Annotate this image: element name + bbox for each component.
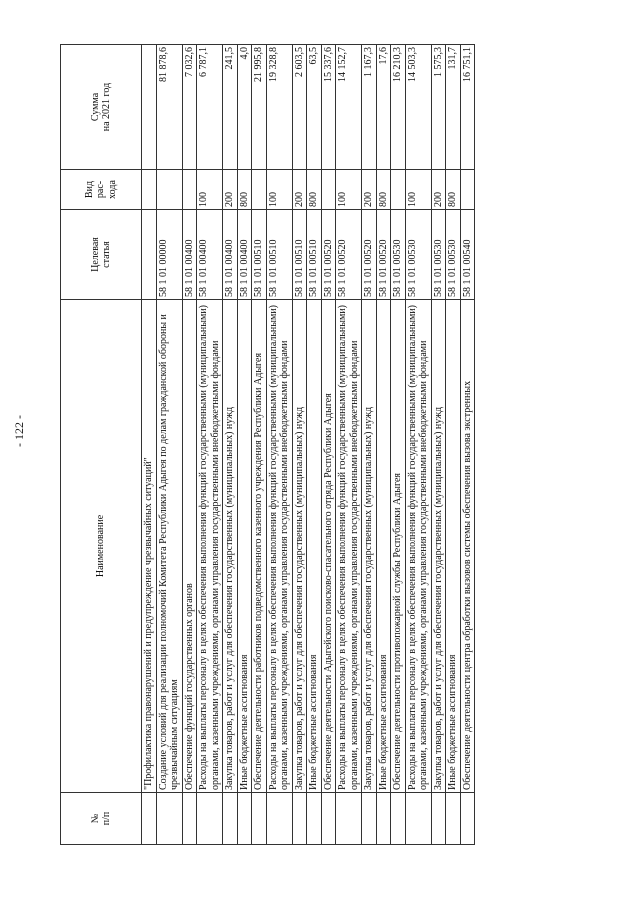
cell-name: Иные бюджетные ассигнования — [376, 300, 391, 793]
cell-num — [446, 793, 461, 845]
table-row — [237, 45, 252, 845]
cell-sum: 15 337,6 — [321, 45, 336, 170]
cell-sum: 16 210,3 — [391, 45, 406, 170]
cell-num — [223, 793, 238, 845]
cell-vid: 800 — [307, 170, 322, 210]
table-row — [182, 45, 197, 845]
cell-vid: 800 — [237, 170, 252, 210]
cell-name: Иные бюджетные ассигнования — [446, 300, 461, 793]
cell-num — [156, 793, 182, 845]
cell-sum: 14 503,3 — [405, 45, 431, 170]
cell-code: 58 1 01 00520 — [336, 210, 362, 300]
cell-sum: 241,5 — [223, 45, 238, 170]
cell-vid — [156, 170, 182, 210]
cell-num — [376, 793, 391, 845]
cell-code: 58 1 01 00510 — [266, 210, 292, 300]
table-row — [405, 45, 431, 845]
header-row — [61, 45, 142, 845]
header-code: Целевая статья — [61, 210, 142, 300]
cell-sum: 21 995,8 — [252, 45, 267, 170]
cell-code: 58 1 01 00530 — [405, 210, 431, 300]
cell-code: 58 1 01 00400 — [223, 210, 238, 300]
cell-name: Закупка товаров, работ и услуг для обеспечения государственных (муниципальных) нужд — [292, 300, 307, 793]
cell-vid — [252, 170, 267, 210]
cell-vid: 200 — [431, 170, 446, 210]
cell-name: Закупка товаров, работ и услуг для обеспечения государственных (муниципальных) нужд — [431, 300, 446, 793]
cell-code: 58 1 01 00530 — [446, 210, 461, 300]
cell-num — [237, 793, 252, 845]
cell-name: "Профилактика правонарушений и предупреждение чрезвычайных ситуаций" — [142, 300, 157, 793]
rotated-table-container — [60, 45, 580, 845]
cell-sum: 2 603,5 — [292, 45, 307, 170]
cell-vid: 200 — [223, 170, 238, 210]
cell-code: 58 1 01 00520 — [321, 210, 336, 300]
cell-code: 58 1 01 00510 — [292, 210, 307, 300]
cell-name: Иные бюджетные ассигнования — [307, 300, 322, 793]
cell-code: 58 1 01 00400 — [197, 210, 223, 300]
cell-num — [142, 793, 157, 845]
cell-sum: 7 032,6 — [182, 45, 197, 170]
cell-name: Обеспечение функций государственных органов — [182, 300, 197, 793]
table-row — [376, 45, 391, 845]
cell-code: 58 1 01 00400 — [237, 210, 252, 300]
cell-num — [307, 793, 322, 845]
cell-sum: 63,5 — [307, 45, 322, 170]
cell-vid: 100 — [336, 170, 362, 210]
cell-sum: 81 878,6 — [156, 45, 182, 170]
cell-vid: 800 — [446, 170, 461, 210]
cell-sum — [142, 45, 157, 170]
cell-sum: 131,7 — [446, 45, 461, 170]
cell-sum: 6 787,1 — [197, 45, 223, 170]
cell-vid: 200 — [292, 170, 307, 210]
cell-num — [182, 793, 197, 845]
table-row — [460, 45, 475, 845]
table-row — [142, 45, 157, 845]
cell-code: 58 1 01 00520 — [376, 210, 391, 300]
cell-sum: 14 152,7 — [336, 45, 362, 170]
cell-name: Обеспечение деятельности Адыгейского поисково-спасательного отряда Республики Адыгея — [321, 300, 336, 793]
table-row — [223, 45, 238, 845]
cell-sum: 1 575,3 — [431, 45, 446, 170]
cell-vid: 200 — [362, 170, 377, 210]
header-name: Наименование — [61, 300, 142, 793]
cell-num — [321, 793, 336, 845]
cell-vid: 100 — [266, 170, 292, 210]
cell-vid — [321, 170, 336, 210]
table-row — [391, 45, 406, 845]
cell-code: 58 1 01 00510 — [252, 210, 267, 300]
cell-code — [142, 210, 157, 300]
table-row — [292, 45, 307, 845]
cell-name: Обеспечение деятельности центра обработки вызовов системы обеспечения вызова экстренных — [460, 300, 475, 793]
cell-name: Расходы на выплаты персоналу в целях обеспечения выполнения функций государственными (муниципальными) органами, казенными учреждениями, органами управления государственными внебюджетными фондами — [266, 300, 292, 793]
cell-code: 58 1 01 00000 — [156, 210, 182, 300]
cell-name: Расходы на выплаты персоналу в целях обеспечения выполнения функций государственными (муниципальными) органами, казенными учреждениями, органами управления государственными внебюджетными фондами — [336, 300, 362, 793]
cell-num — [431, 793, 446, 845]
cell-code: 58 1 01 00530 — [431, 210, 446, 300]
table-row — [362, 45, 377, 845]
table-row — [321, 45, 336, 845]
table-row — [431, 45, 446, 845]
cell-num — [266, 793, 292, 845]
budget-table — [60, 44, 475, 845]
cell-vid — [391, 170, 406, 210]
table-row — [336, 45, 362, 845]
table-row — [446, 45, 461, 845]
table-body — [142, 45, 475, 845]
cell-vid: 100 — [197, 170, 223, 210]
header-vid: Вид рас- хода — [61, 170, 142, 210]
table-row — [252, 45, 267, 845]
cell-num — [292, 793, 307, 845]
cell-name: Создание условий для реализации полномочий Комитета Республики Адыгея по делам гражданской обороны и чрезвычайным ситуациям — [156, 300, 182, 793]
cell-vid — [182, 170, 197, 210]
cell-code: 58 1 01 00530 — [391, 210, 406, 300]
cell-vid: 100 — [405, 170, 431, 210]
cell-sum: 19 328,8 — [266, 45, 292, 170]
cell-code: 58 1 01 00520 — [362, 210, 377, 300]
cell-name: Обеспечение деятельности противопожарной службы Республики Адыгея — [391, 300, 406, 793]
table-row — [266, 45, 292, 845]
cell-name: Расходы на выплаты персоналу в целях обеспечения выполнения функций государственными (муниципальными) органами, казенными учреждениями, органами управления государственными внебюджетными фондами — [197, 300, 223, 793]
cell-name: Закупка товаров, работ и услуг для обеспечения государственных (муниципальных) нужд — [362, 300, 377, 793]
cell-num — [405, 793, 431, 845]
page-number: - 122 - — [12, 415, 26, 447]
cell-vid — [142, 170, 157, 210]
table-row — [197, 45, 223, 845]
table-row — [307, 45, 322, 845]
header-num: № п/п — [61, 793, 142, 845]
cell-name: Расходы на выплаты персоналу в целях обеспечения выполнения функций государственными (муниципальными) органами, казенными учреждениями, органами управления государственными внебюджетными фондами — [405, 300, 431, 793]
cell-name: Иные бюджетные ассигнования — [237, 300, 252, 793]
cell-name: Обеспечение деятельности работников подведомственного казенного учреждения Республики Адыгея — [252, 300, 267, 793]
cell-code: 58 1 01 00540 — [460, 210, 475, 300]
cell-vid: 800 — [376, 170, 391, 210]
cell-vid — [460, 170, 475, 210]
cell-num — [460, 793, 475, 845]
cell-sum: 4,0 — [237, 45, 252, 170]
cell-num — [197, 793, 223, 845]
cell-num — [252, 793, 267, 845]
header-sum: Сумма на 2021 год — [61, 45, 142, 170]
cell-name: Закупка товаров, работ и услуг для обеспечения государственных (муниципальных) нужд — [223, 300, 238, 793]
cell-sum: 17,6 — [376, 45, 391, 170]
cell-sum: 16 751,1 — [460, 45, 475, 170]
table-row — [156, 45, 182, 845]
cell-num — [362, 793, 377, 845]
cell-num — [336, 793, 362, 845]
cell-code: 58 1 01 00400 — [182, 210, 197, 300]
cell-num — [391, 793, 406, 845]
cell-sum: 1 167,3 — [362, 45, 377, 170]
cell-code: 58 1 01 00510 — [307, 210, 322, 300]
